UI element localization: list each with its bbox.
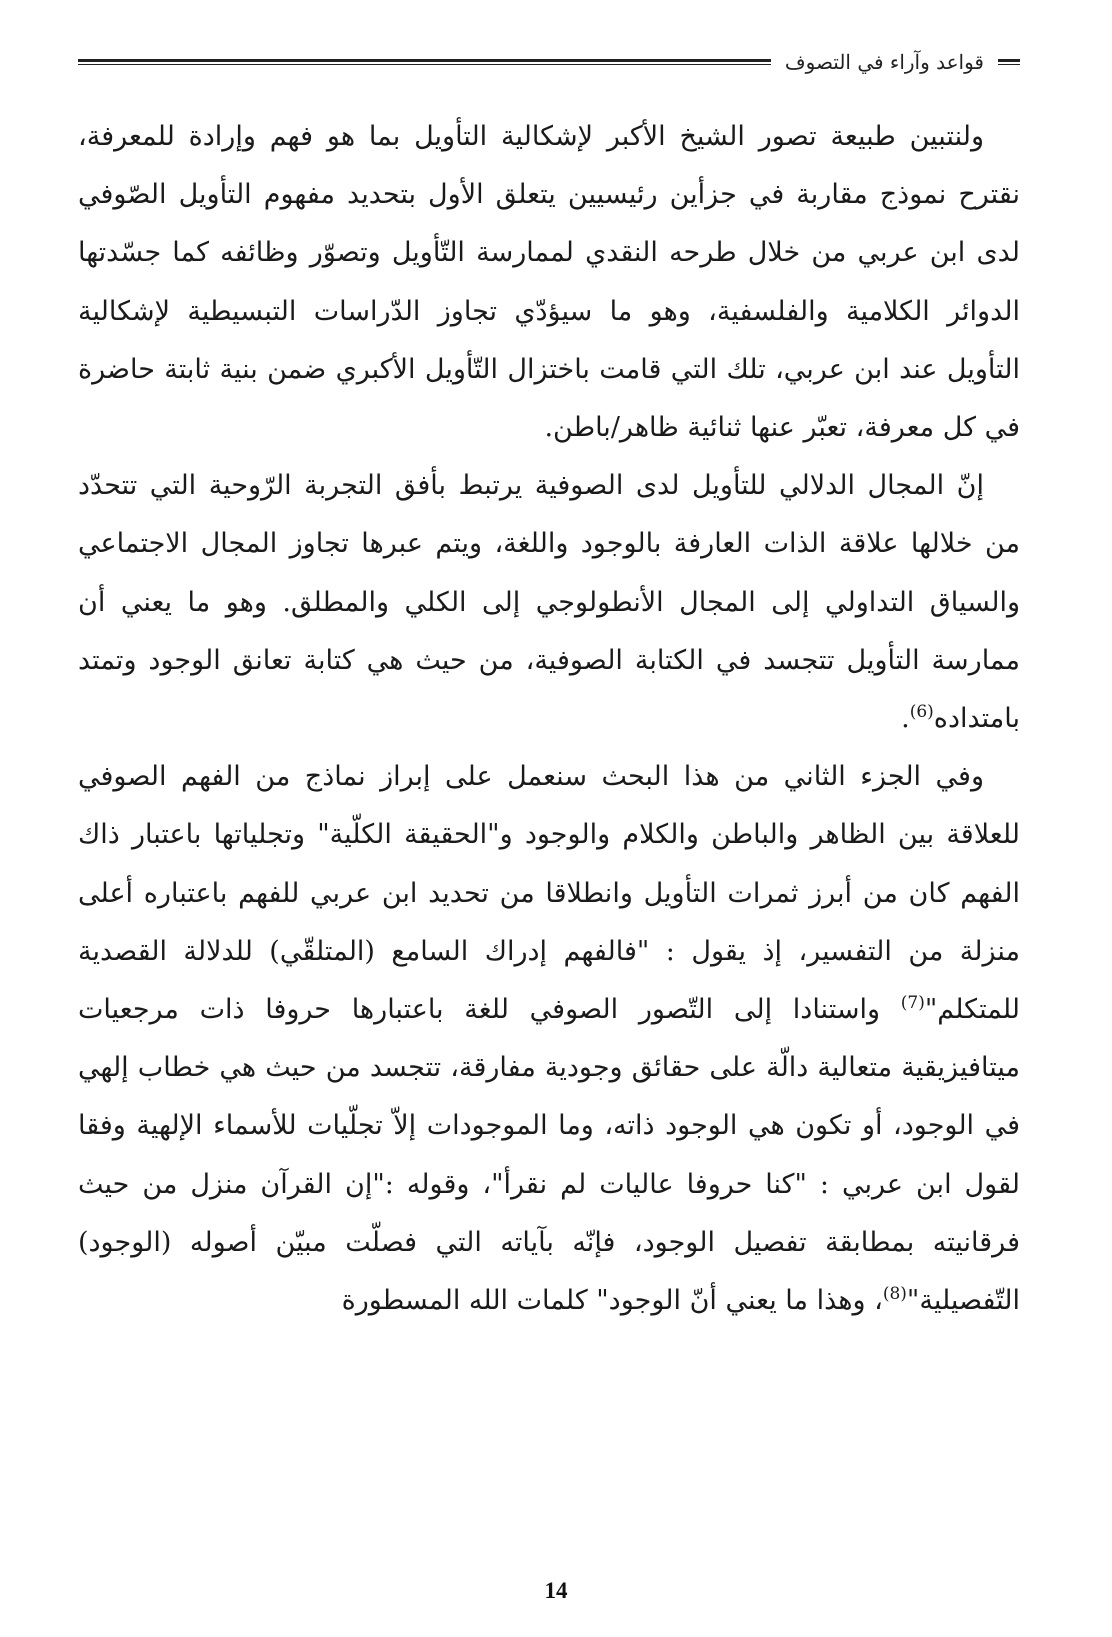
page-body <box>78 108 1020 1330</box>
header-rule-long <box>78 59 771 65</box>
header-rule-short <box>998 59 1020 65</box>
paragraph-3 <box>78 748 1020 1330</box>
paragraph-2-text: إنّ المجال الدلالي للتأويل لدى الصوفية يرتبط بأفق التجربة الرّوحية التي تتحدّد من خلالها علاقة الذات العارفة بالوجود واللغة، ويتم عبرها تجاوز المجال الاجتماعي والسياق التداولي إلى المجال الأنطولوجي إلى الكلي والمطلق. وهو ما يعني أن ممارسة التأويل تتجسد في الكتابة الصوفية، من حيث هي كتابة تعانق الوجود وتمتد بامتداده <box>78 470 1020 735</box>
page-number: 14 <box>544 1578 568 1603</box>
paragraph-1-text: ولنتبين طبيعة تصور الشيخ الأكبر لإشكالية التأويل بما هو فهم وإرادة للمعرفة، نقترح نموذج مقاربة في جزأين رئيسيين يتعلق الأول بتحديد مفهوم التأويل الصّوفي لدى ابن عربي من خلال طرحه النقدي لممارسة التّأويل وتصوّر وظائفه كما جسّدتها الدوائر الكلامية والفلسفية، وهو ما سيؤدّي تجاوز الدّراسات التبسيطية لإشكالية التأويل عند ابن عربي، تلك التي قامت باختزال التّأويل الأكبري ضمن بنية ثابتة حاضرة في كل معرفة، تعبّر عنها ثنائية ظاهر/باطن. <box>78 121 1020 444</box>
paragraph-3-text: وفي الجزء الثاني من هذا البحث سنعمل على إبراز نماذج من الفهم الصوفي للعلاقة بين الظاهر والباطن والكلام والوجود و"الحقيقة الكلّية" وتجلياتها باعتبار ذاك الفهم كان من أبرز ثمرات التأويل وانطلاقا من تحديد ابن عربي للفهم باعتباره أعلى منزلة من التفسير، إذ يقول : "فالفهم إدراك السامع (المتلقّي) للدلالة القصدية للمتكلم" <box>78 761 1020 1026</box>
paragraph-1 <box>78 108 1020 457</box>
running-header <box>78 40 1020 84</box>
paragraph-2 <box>78 457 1020 748</box>
footnote-ref-7: (7) <box>900 993 925 1014</box>
paragraph-3-tail: واستنادا إلى التّصور الصوفي للغة باعتبارها حروفا ذات مرجعيات ميتافيزيقية متعالية دالّة على حقائق وجودية مفارقة، تتجسد من حيث هي خطاب إلهي في الوجود، أو تكون هي الوجود ذاته، وما الموجودات إلاّ تجلّيات للأسماء الإلهية وفقا لقول ابن عربي : "كنا حروفا عاليات لم نقرأ"، وقوله :"إن القرآن منزل من حيث فرقانيته بمطابقة تفصيل الوجود، فإنّه بآياته التي فصلّت مبيّن أصوله (الوجود) التّفصيلية" <box>78 994 1020 1317</box>
footnote-ref-8: (8) <box>882 1284 907 1305</box>
footnote-ref-6: (6) <box>909 702 934 723</box>
paragraph-2-tail: . <box>901 703 910 735</box>
header-title: قواعد وآراء في التصوف <box>784 50 984 74</box>
paragraph-3-tail-2: ، وهذا ما يعني أنّ الوجود" كلمات الله المسطورة <box>341 1285 883 1317</box>
